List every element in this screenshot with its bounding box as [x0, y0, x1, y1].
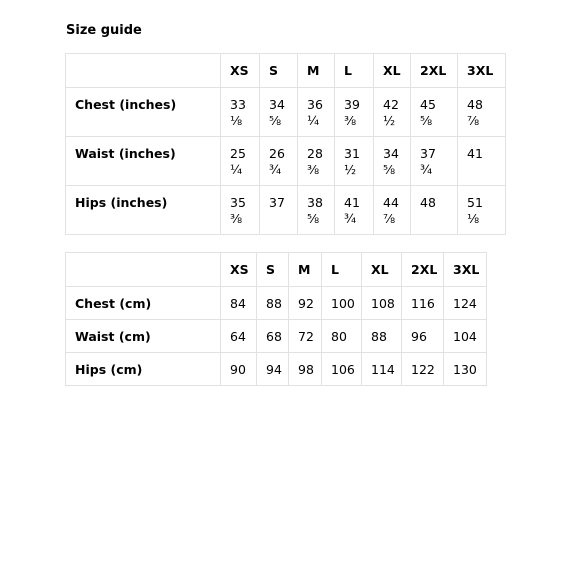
table-cell	[221, 137, 260, 186]
cell-whole: 45	[420, 97, 436, 112]
table-cell	[298, 186, 335, 235]
table-cell: 104	[444, 320, 487, 353]
cell-fraction: ¼	[307, 113, 320, 128]
table-cell	[335, 186, 374, 235]
cell-fraction: ⅝	[269, 113, 282, 128]
table-cell: 88	[257, 287, 289, 320]
size-table-cm	[65, 252, 487, 386]
table-row-waist	[66, 320, 487, 353]
size-header-xl: XL	[362, 253, 402, 287]
row-label: Hips (inches)	[66, 186, 221, 235]
cell-whole: 39	[344, 97, 360, 112]
cell-fraction: ¾	[344, 211, 357, 226]
size-header-3xl: 3XL	[458, 54, 506, 88]
table-cell	[411, 137, 458, 186]
cell-whole: 37	[269, 195, 285, 210]
row-label: Waist (cm)	[66, 320, 221, 353]
cell-fraction: ⅝	[307, 211, 320, 226]
cell-whole: 26	[269, 146, 285, 161]
row-label: Chest (cm)	[66, 287, 221, 320]
table-header-row	[66, 54, 506, 88]
table-cell	[221, 88, 260, 137]
table-cell	[458, 186, 506, 235]
table-cell: 68	[257, 320, 289, 353]
table-cell	[335, 137, 374, 186]
table-cell: 100	[322, 287, 362, 320]
cell-whole: 48	[467, 97, 483, 112]
size-header-s: S	[257, 253, 289, 287]
table-row-chest	[66, 88, 506, 137]
cell-whole: 34	[383, 146, 399, 161]
size-table-inches	[65, 53, 506, 235]
cell-whole: 36	[307, 97, 323, 112]
cell-whole: 38	[307, 195, 323, 210]
size-header-2xl: 2XL	[402, 253, 444, 287]
cell-whole: 28	[307, 146, 323, 161]
table-cell: 80	[322, 320, 362, 353]
cell-fraction: ⅝	[420, 113, 433, 128]
size-header-xs: XS	[221, 54, 260, 88]
table-row-hips	[66, 353, 487, 386]
table-cell: 94	[257, 353, 289, 386]
table-cell	[260, 137, 298, 186]
cell-fraction: ⅜	[230, 211, 243, 226]
table-cell	[298, 88, 335, 137]
size-header-l: L	[322, 253, 362, 287]
size-header-m: M	[298, 54, 335, 88]
cell-whole: 44	[383, 195, 399, 210]
cell-whole: 34	[269, 97, 285, 112]
table-cell: 130	[444, 353, 487, 386]
table-cell: 96	[402, 320, 444, 353]
table-cell	[221, 186, 260, 235]
size-header-m: M	[289, 253, 322, 287]
cell-whole: 42	[383, 97, 399, 112]
size-header-xs: XS	[221, 253, 257, 287]
table-row-waist	[66, 137, 506, 186]
size-header-l: L	[335, 54, 374, 88]
page-title: Size guide	[66, 23, 142, 38]
size-header-3xl: 3XL	[444, 253, 487, 287]
cell-whole: 48	[420, 195, 436, 210]
cell-whole: 41	[344, 195, 360, 210]
cell-fraction: ¼	[230, 162, 243, 177]
table-cell: 90	[221, 353, 257, 386]
table-cell: 114	[362, 353, 402, 386]
cell-whole: 37	[420, 146, 436, 161]
table-cell	[298, 137, 335, 186]
table-cell: 88	[362, 320, 402, 353]
row-label: Chest (inches)	[66, 88, 221, 137]
row-label: Hips (cm)	[66, 353, 221, 386]
table-cell: 106	[322, 353, 362, 386]
table-row-hips	[66, 186, 506, 235]
cell-fraction: ⅝	[383, 162, 396, 177]
cell-fraction: ¾	[269, 162, 282, 177]
cell-fraction: ⅞	[383, 211, 396, 226]
cell-fraction: ½	[344, 162, 357, 177]
size-header-s: S	[260, 54, 298, 88]
table-cell	[335, 88, 374, 137]
corner-cell	[66, 253, 221, 287]
cell-whole: 51	[467, 195, 483, 210]
cell-fraction: ¾	[420, 162, 433, 177]
table-cell	[458, 88, 506, 137]
cell-whole: 31	[344, 146, 360, 161]
table-cell	[374, 137, 411, 186]
table-cell: 64	[221, 320, 257, 353]
corner-cell	[66, 54, 221, 88]
table-header-row	[66, 253, 487, 287]
cell-fraction: ⅜	[344, 113, 357, 128]
table-cell	[458, 137, 506, 186]
cell-whole: 41	[467, 146, 483, 161]
table-cell	[260, 88, 298, 137]
table-cell: 108	[362, 287, 402, 320]
table-cell	[260, 186, 298, 235]
table-cell	[411, 88, 458, 137]
size-header-2xl: 2XL	[411, 54, 458, 88]
cell-fraction: ⅞	[467, 113, 480, 128]
table-cell: 92	[289, 287, 322, 320]
cell-whole: 35	[230, 195, 246, 210]
cell-fraction: ⅛	[467, 211, 480, 226]
size-header-xl: XL	[374, 54, 411, 88]
cell-fraction: ⅜	[307, 162, 320, 177]
table-cell	[411, 186, 458, 235]
table-cell: 84	[221, 287, 257, 320]
table-cell: 124	[444, 287, 487, 320]
table-cell: 98	[289, 353, 322, 386]
table-row-chest	[66, 287, 487, 320]
cell-whole: 25	[230, 146, 246, 161]
table-cell: 116	[402, 287, 444, 320]
table-cell: 72	[289, 320, 322, 353]
row-label: Waist (inches)	[66, 137, 221, 186]
cell-fraction: ⅛	[230, 113, 243, 128]
cell-whole: 33	[230, 97, 246, 112]
table-cell	[374, 88, 411, 137]
cell-fraction: ½	[383, 113, 396, 128]
table-cell	[374, 186, 411, 235]
table-cell: 122	[402, 353, 444, 386]
